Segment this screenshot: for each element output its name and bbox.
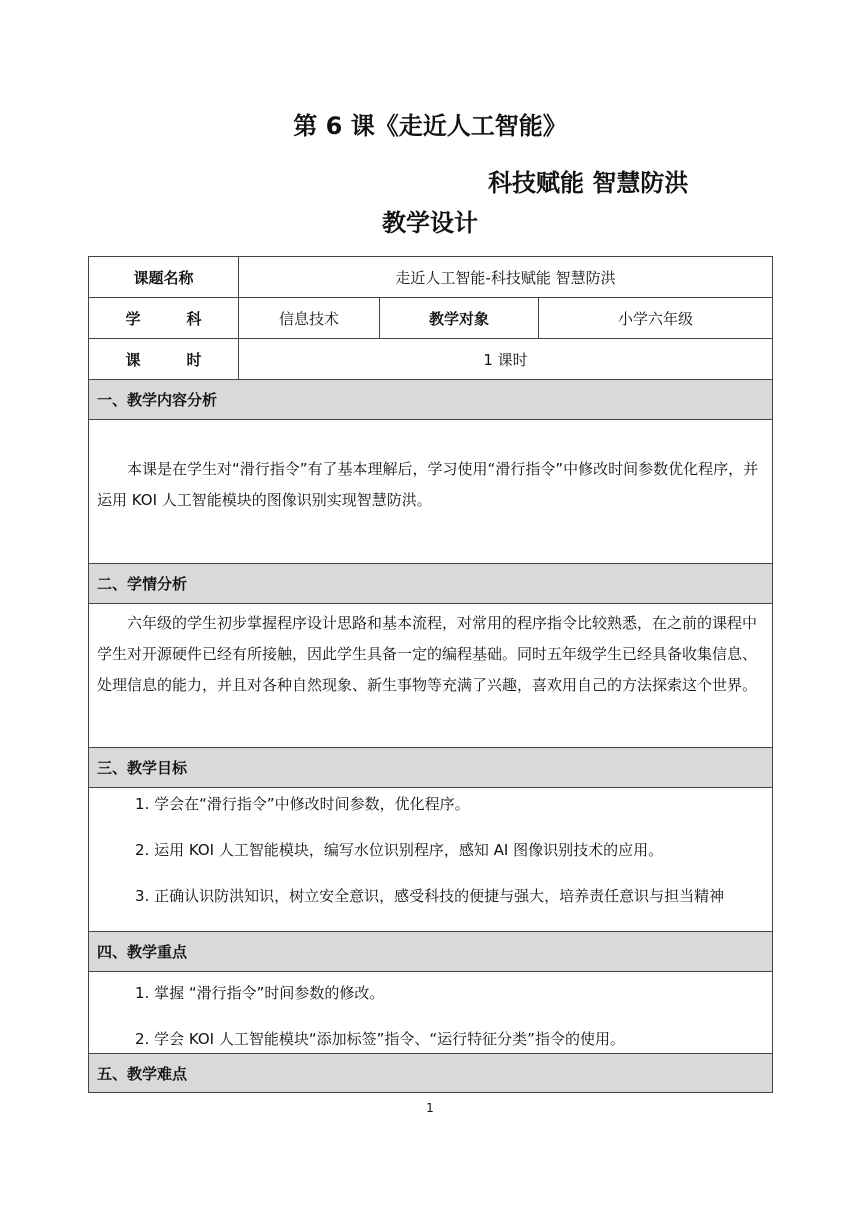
hours-row <box>89 339 772 380</box>
page-number: 1 <box>426 1101 434 1115</box>
objective-item-1: 1. 学会在“滑行指令”中修改时间参数，优化程序。 <box>135 795 470 813</box>
subject-label-char-1: 学 <box>125 309 141 328</box>
lesson-subtitle: 科技赋能 智慧防洪 <box>488 169 689 197</box>
learner-analysis-text: 六年级的学生初步掌握程序设计思路和基本流程，对常用的程序指令比较熟悉，在之前的课程中学生对开源硬件已经有所接触，因此学生具备一定的编程基础。同时五年级学生已经具备收集信息、处理信息的能力，并且对各种自然现象、新生事物等充满了兴趣，喜欢用自己的方法探索这个世界。 <box>97 614 758 694</box>
objective-item-2: 2. 运用 KOI 人工智能模块，编写水位识别程序，感知 AI 图像识别技术的应用。 <box>135 841 664 859</box>
subject-label <box>89 298 238 338</box>
content-analysis-text: 本课是在学生对“滑行指令”有了基本理解后，学习使用“滑行指令”中修改时间参数优化程序，并运用 KOI 人工智能模块的图像识别实现智慧防洪。 <box>97 460 759 509</box>
learner-analysis-heading: 二、学情分析 <box>89 564 772 604</box>
hours-label-char-2: 时 <box>186 350 202 369</box>
objective-item-3: 3. 正确认识防洪知识，树立安全意识，感受科技的便捷与强大，培养责任意识与担当精神 <box>135 887 725 905</box>
key-point-item-2: 2. 学会 KOI 人工智能模块“添加标签”指令、“运行特征分类”指令的使用。 <box>135 1030 625 1048</box>
learner-analysis-body <box>89 604 772 748</box>
subject-value: 信息技术 <box>238 298 379 338</box>
subject-row <box>89 298 772 339</box>
audience-value: 小学六年级 <box>538 298 772 338</box>
topic-row <box>89 257 772 298</box>
design-title: 教学设计 <box>382 209 478 237</box>
topic-value: 走近人工智能-科技赋能 智慧防洪 <box>238 257 772 297</box>
topic-label: 课题名称 <box>133 268 194 287</box>
hours-label-char-1: 课 <box>125 350 141 369</box>
hours-value: 1 课时 <box>238 339 772 379</box>
key-point-item-1: 1. 掌握 “滑行指令”时间参数的修改。 <box>135 984 385 1002</box>
objectives-body <box>89 788 772 932</box>
lesson-title: 第 6 课《走近人工智能》 <box>293 112 567 140</box>
content-analysis-body <box>89 420 772 564</box>
difficulties-heading: 五、教学难点 <box>89 1054 772 1092</box>
objectives-heading: 三、教学目标 <box>89 748 772 788</box>
lesson-plan-table <box>88 256 773 1093</box>
key-points-heading: 四、教学重点 <box>89 932 772 972</box>
hours-label <box>89 339 238 379</box>
audience-label: 教学对象 <box>379 298 538 338</box>
subject-label-char-2: 科 <box>186 309 202 328</box>
key-points-body <box>89 972 772 1054</box>
content-analysis-heading: 一、教学内容分析 <box>89 380 772 420</box>
